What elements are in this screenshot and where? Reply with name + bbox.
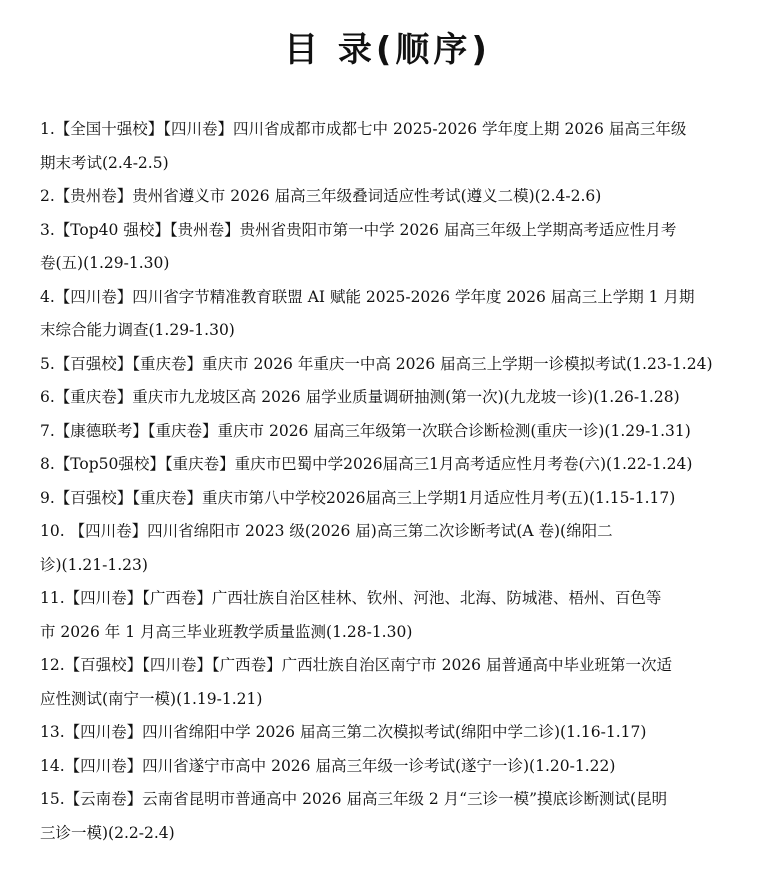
toc-item — [40, 750, 730, 784]
toc-list — [40, 113, 730, 850]
toc-item — [40, 281, 730, 348]
toc-item-line: 卷(五)(1.29-1.30) — [40, 254, 170, 272]
toc-item-line: 10. 【四川卷】四川省绵阳市 2023 级(2026 届)高三第二次诊断考试(A 卷)(绵阳二 — [40, 522, 613, 540]
toc-item-line: 13.【四川卷】四川省绵阳中学 2026 届高三第二次模拟考试(绵阳中学二诊)(1.16-1.17) — [40, 723, 647, 741]
toc-item — [40, 381, 730, 415]
toc-item — [40, 415, 730, 449]
toc-item-line: 6.【重庆卷】重庆市九龙坡区高 2026 届学业质量调研抽测(第一次)(九龙坡一诊)(1.26-1.28) — [40, 388, 680, 406]
toc-item — [40, 113, 730, 180]
toc-item — [40, 649, 730, 716]
toc-item-line: 4.【四川卷】四川省字节精准教育联盟 AI 赋能 2025-2026 学年度 2026 届高三上学期 1 月期 — [40, 287, 695, 306]
toc-item-line: 3.【Top40 强校】【贵州卷】贵州省贵阳市第一中学 2026 届高三年级上学期高考适应性月考 — [40, 220, 677, 239]
toc-item-line: 应性测试(南宁一模)(1.19-1.21) — [40, 689, 263, 708]
page-title: 目 录(顺序) — [284, 30, 491, 70]
toc-item — [40, 582, 730, 649]
toc-item — [40, 515, 730, 582]
toc-item-line: 2.【贵州卷】贵州省遵义市 2026 届高三年级叠词适应性考试(遵义二模)(2.4-2.6) — [40, 187, 602, 205]
toc-item-line: 8.【Top50强校】【重庆卷】重庆市巴蜀中学2026届高三1月高考适应性月考卷(六)(1.22-1.24) — [40, 455, 693, 473]
toc-item-line: 5.【百强校】【重庆卷】重庆市 2026 年重庆一中高 2026 届高三上学期一诊模拟考试(1.23-1.24) — [40, 354, 713, 373]
toc-item — [40, 214, 730, 281]
toc-item-line: 11.【四川卷】【广西卷】广西壮族自治区桂林、钦州、河池、北海、防城港、梧州、百色等 — [40, 589, 662, 607]
toc-item — [40, 180, 730, 214]
toc-item — [40, 716, 730, 750]
toc-item — [40, 448, 730, 482]
toc-item-line: 期末考试(2.4-2.5) — [40, 153, 169, 172]
toc-item — [40, 348, 730, 382]
toc-item — [40, 482, 730, 516]
toc-item-line: 诊)(1.21-1.23) — [40, 555, 148, 574]
toc-item-line: 14.【四川卷】四川省遂宁市高中 2026 届高三年级一诊考试(遂宁一诊)(1.20-1.22) — [40, 756, 616, 775]
toc-item-line: 三诊一模)(2.2-2.4) — [40, 823, 175, 842]
toc-item-line: 1.【全国十强校】【四川卷】四川省成都市成都七中 2025-2026 学年度上期 2026 届高三年级 — [40, 120, 687, 138]
toc-item-line: 7.【康德联考】【重庆卷】重庆市 2026 届高三年级第一次联合诊断检测(重庆一诊)(1.29-1.31) — [40, 421, 691, 440]
toc-item-line: 9.【百强校】【重庆卷】重庆市第八中学校2026届高三上学期1月适应性月考(五)(1.15-1.17) — [40, 488, 676, 507]
toc-item-line: 市 2026 年 1 月高三毕业班教学质量监测(1.28-1.30) — [40, 622, 413, 641]
toc-item-line: 12.【百强校】【四川卷】【广西卷】广西壮族自治区南宁市 2026 届普通高中毕业班第一次适 — [40, 656, 672, 674]
toc-item — [40, 783, 730, 850]
toc-item-line: 末综合能力调查(1.29-1.30) — [40, 321, 235, 339]
toc-item-line: 15.【云南卷】云南省昆明市普通高中 2026 届高三年级 2 月“三诊一模”摸底诊断测试(昆明 — [40, 790, 668, 808]
